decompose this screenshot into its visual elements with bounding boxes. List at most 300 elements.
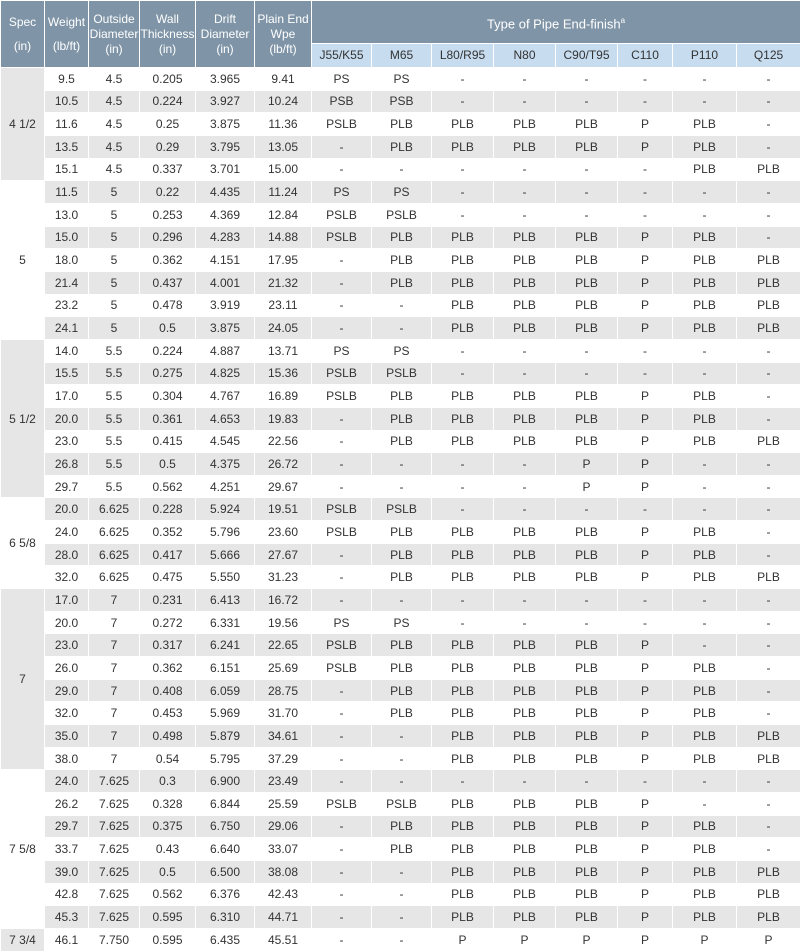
weight-cell: 11.6 — [45, 113, 89, 136]
grade-c90-t95-cell: PLB — [556, 702, 618, 725]
grade-c90-t95-cell: PLB — [556, 113, 618, 136]
grade-n80-cell: - — [494, 339, 556, 362]
grade-p110-cell: PLB — [673, 906, 737, 929]
outside-diameter-cell: 6.625 — [89, 498, 140, 521]
grade-n80-cell: PLB — [494, 815, 556, 838]
grade-p110-cell: PLB — [673, 430, 737, 453]
grade-n80-cell: PLB — [494, 657, 556, 680]
header-od-line2: Diameter — [90, 27, 139, 41]
grade-p110-cell: - — [673, 181, 737, 204]
wall-thickness-cell: 0.25 — [140, 113, 196, 136]
grade-j55-k55-cell: - — [312, 860, 372, 883]
grade-m65-cell: PLB — [372, 113, 432, 136]
grade-j55-k55-cell: - — [312, 158, 372, 181]
grade-l80-r95-cell: PLB — [432, 634, 494, 657]
grade-m65-cell: PLB — [372, 815, 432, 838]
weight-cell: 28.0 — [45, 543, 89, 566]
grade-j55-k55-cell: - — [312, 838, 372, 861]
drift-diameter-cell: 4.825 — [196, 362, 255, 385]
grade-m65-cell: - — [372, 294, 432, 317]
grade-c110-cell: P — [618, 634, 673, 657]
outside-diameter-cell: 7 — [89, 725, 140, 748]
grade-header-c90-t95: C90/T95 — [556, 44, 618, 68]
grade-l80-r95-cell: PLB — [432, 294, 494, 317]
plain-end-wpe-cell: 19.83 — [255, 407, 312, 430]
grade-c110-cell: - — [618, 770, 673, 793]
grade-n80-cell: PLB — [494, 747, 556, 770]
grade-c90-t95-cell: - — [556, 498, 618, 521]
grade-n80-cell: PLB — [494, 271, 556, 294]
plain-end-wpe-cell: 29.67 — [255, 475, 312, 498]
grade-p110-cell: - — [673, 498, 737, 521]
outside-diameter-cell: 5.5 — [89, 339, 140, 362]
header-plain-end-wpe — [255, 1, 312, 68]
grade-p110-cell: PLB — [673, 158, 737, 181]
grade-p110-cell: PLB — [673, 838, 737, 861]
outside-diameter-cell: 5 — [89, 294, 140, 317]
grade-c90-t95-cell: - — [556, 90, 618, 113]
weight-cell: 26.2 — [45, 793, 89, 816]
grade-n80-cell: PLB — [494, 249, 556, 272]
grade-l80-r95-cell: - — [432, 181, 494, 204]
outside-diameter-cell: 4.5 — [89, 68, 140, 91]
grade-l80-r95-cell: PLB — [432, 815, 494, 838]
grade-l80-r95-cell: - — [432, 339, 494, 362]
grade-l80-r95-cell: - — [432, 158, 494, 181]
plain-end-wpe-cell: 31.70 — [255, 702, 312, 725]
grade-p110-cell: - — [673, 203, 737, 226]
wall-thickness-cell: 0.375 — [140, 815, 196, 838]
weight-cell: 20.0 — [45, 611, 89, 634]
grade-q125-cell: PLB — [737, 906, 800, 929]
grade-header-j55-k55: J55/K55 — [312, 44, 372, 68]
end-finish-title-text: Type of Pipe End-finish — [487, 16, 621, 31]
grade-q125-cell: PLB — [737, 883, 800, 906]
grade-l80-r95-cell: PLB — [432, 521, 494, 544]
grade-l80-r95-cell: PLB — [432, 407, 494, 430]
grade-n80-cell: - — [494, 90, 556, 113]
drift-diameter-cell: 4.151 — [196, 249, 255, 272]
grade-j55-k55-cell: - — [312, 906, 372, 929]
grade-q125-cell: - — [737, 498, 800, 521]
outside-diameter-cell: 7.625 — [89, 815, 140, 838]
grade-q125-cell: - — [737, 679, 800, 702]
grade-c90-t95-cell: PLB — [556, 521, 618, 544]
grade-j55-k55-cell: PSLB — [312, 657, 372, 680]
grade-n80-cell: - — [494, 453, 556, 476]
drift-diameter-cell: 4.887 — [196, 339, 255, 362]
plain-end-wpe-cell: 17.95 — [255, 249, 312, 272]
grade-q125-cell: - — [737, 135, 800, 158]
plain-end-wpe-cell: 23.60 — [255, 521, 312, 544]
grade-c90-t95-cell: - — [556, 611, 618, 634]
table-row — [1, 543, 800, 566]
header-wpe-line2: Wpe — [271, 27, 296, 41]
grade-c110-cell: P — [618, 430, 673, 453]
header-drift-diameter — [196, 1, 255, 68]
grade-c90-t95-cell: PLB — [556, 725, 618, 748]
table-header — [1, 1, 800, 68]
grade-n80-cell: PLB — [494, 906, 556, 929]
wall-thickness-cell: 0.22 — [140, 181, 196, 204]
grade-n80-cell: PLB — [494, 793, 556, 816]
grade-q125-cell: PLB — [737, 158, 800, 181]
grade-l80-r95-cell: PLB — [432, 838, 494, 861]
wall-thickness-cell: 0.415 — [140, 430, 196, 453]
grade-l80-r95-cell: - — [432, 589, 494, 612]
grade-c90-t95-cell: PLB — [556, 747, 618, 770]
drift-diameter-cell: 5.796 — [196, 521, 255, 544]
drift-diameter-cell: 4.435 — [196, 181, 255, 204]
grade-m65-cell: PSLB — [372, 793, 432, 816]
outside-diameter-cell: 6.625 — [89, 543, 140, 566]
drift-diameter-cell: 4.283 — [196, 226, 255, 249]
outside-diameter-cell: 4.5 — [89, 135, 140, 158]
outside-diameter-cell: 7.625 — [89, 838, 140, 861]
wall-thickness-cell: 0.337 — [140, 158, 196, 181]
grade-n80-cell: PLB — [494, 679, 556, 702]
grade-q125-cell: PLB — [737, 317, 800, 340]
outside-diameter-cell: 7 — [89, 657, 140, 680]
grade-q125-cell: - — [737, 657, 800, 680]
grade-m65-cell: PLB — [372, 657, 432, 680]
wall-thickness-cell: 0.437 — [140, 271, 196, 294]
grade-q125-cell: PLB — [737, 271, 800, 294]
grade-n80-cell: - — [494, 770, 556, 793]
weight-cell: 24.0 — [45, 521, 89, 544]
grade-n80-cell: PLB — [494, 113, 556, 136]
grade-q125-cell: PLB — [737, 430, 800, 453]
grade-q125-cell: - — [737, 770, 800, 793]
grade-n80-cell: PLB — [494, 860, 556, 883]
grade-l80-r95-cell: PLB — [432, 385, 494, 408]
grade-c90-t95-cell: PLB — [556, 226, 618, 249]
grade-q125-cell: - — [737, 611, 800, 634]
grade-j55-k55-cell: - — [312, 928, 372, 951]
grade-c110-cell: - — [618, 498, 673, 521]
grade-c110-cell: P — [618, 838, 673, 861]
grade-c90-t95-cell: - — [556, 362, 618, 385]
grade-c110-cell: P — [618, 475, 673, 498]
grade-c110-cell: P — [618, 271, 673, 294]
outside-diameter-cell: 7 — [89, 611, 140, 634]
grade-p110-cell: - — [673, 770, 737, 793]
spec-cell: 6 5/8 — [1, 498, 45, 589]
plain-end-wpe-cell: 11.24 — [255, 181, 312, 204]
grade-q125-cell: - — [737, 68, 800, 91]
header-drift-line2: Diameter — [201, 27, 250, 41]
header-weight-unit: (lb/ft) — [45, 39, 88, 54]
grade-c110-cell: P — [618, 906, 673, 929]
grade-l80-r95-cell: PLB — [432, 317, 494, 340]
table-row — [1, 430, 800, 453]
end-finish-footnote-mark: a — [621, 16, 625, 25]
grade-l80-r95-cell: - — [432, 68, 494, 91]
grade-l80-r95-cell: PLB — [432, 566, 494, 589]
grade-c110-cell: P — [618, 521, 673, 544]
wall-thickness-cell: 0.595 — [140, 906, 196, 929]
outside-diameter-cell: 7 — [89, 634, 140, 657]
grade-p110-cell: PLB — [673, 883, 737, 906]
weight-cell: 24.0 — [45, 770, 89, 793]
wall-thickness-cell: 0.328 — [140, 793, 196, 816]
grade-j55-k55-cell: - — [312, 679, 372, 702]
outside-diameter-cell: 6.625 — [89, 566, 140, 589]
grade-q125-cell: - — [737, 815, 800, 838]
grade-q125-cell: - — [737, 226, 800, 249]
wall-thickness-cell: 0.29 — [140, 135, 196, 158]
weight-cell: 29.0 — [45, 679, 89, 702]
grade-c90-t95-cell: PLB — [556, 566, 618, 589]
outside-diameter-cell: 4.5 — [89, 113, 140, 136]
grade-p110-cell: PLB — [673, 317, 737, 340]
grade-j55-k55-cell: - — [312, 453, 372, 476]
grade-j55-k55-cell: - — [312, 317, 372, 340]
plain-end-wpe-cell: 25.59 — [255, 793, 312, 816]
plain-end-wpe-cell: 10.24 — [255, 90, 312, 113]
grade-c110-cell: - — [618, 589, 673, 612]
grade-c90-t95-cell: PLB — [556, 294, 618, 317]
grade-j55-k55-cell: - — [312, 135, 372, 158]
grade-n80-cell: PLB — [494, 407, 556, 430]
grade-n80-cell: - — [494, 589, 556, 612]
drift-diameter-cell: 6.241 — [196, 634, 255, 657]
grade-n80-cell: PLB — [494, 566, 556, 589]
grade-c90-t95-cell: PLB — [556, 793, 618, 816]
weight-cell: 26.8 — [45, 453, 89, 476]
grade-m65-cell: - — [372, 725, 432, 748]
grade-q125-cell: PLB — [737, 747, 800, 770]
outside-diameter-cell: 7.625 — [89, 860, 140, 883]
grade-m65-cell: PLB — [372, 430, 432, 453]
grade-j55-k55-cell: - — [312, 815, 372, 838]
drift-diameter-cell: 6.310 — [196, 906, 255, 929]
outside-diameter-cell: 5.5 — [89, 385, 140, 408]
grade-j55-k55-cell: PSLB — [312, 634, 372, 657]
plain-end-wpe-cell: 24.05 — [255, 317, 312, 340]
outside-diameter-cell: 5.5 — [89, 475, 140, 498]
header-end-finish-title — [312, 1, 800, 44]
wall-thickness-cell: 0.361 — [140, 407, 196, 430]
grade-c110-cell: P — [618, 113, 673, 136]
grade-j55-k55-cell: PSLB — [312, 113, 372, 136]
grade-n80-cell: PLB — [494, 294, 556, 317]
table-row — [1, 883, 800, 906]
spec-cell: 7 — [1, 589, 45, 770]
grade-p110-cell: PLB — [673, 294, 737, 317]
grade-j55-k55-cell: PSLB — [312, 385, 372, 408]
wall-thickness-cell: 0.3 — [140, 770, 196, 793]
grade-m65-cell: PLB — [372, 135, 432, 158]
table-row — [1, 928, 800, 951]
drift-diameter-cell: 4.767 — [196, 385, 255, 408]
grade-m65-cell: PLB — [372, 679, 432, 702]
grade-l80-r95-cell: - — [432, 498, 494, 521]
table-row — [1, 407, 800, 430]
grade-p110-cell: - — [673, 339, 737, 362]
header-weight-label: Weight — [48, 15, 85, 29]
plain-end-wpe-cell: 13.05 — [255, 135, 312, 158]
table-row — [1, 521, 800, 544]
plain-end-wpe-cell: 22.56 — [255, 430, 312, 453]
grade-c110-cell: P — [618, 226, 673, 249]
wall-thickness-cell: 0.408 — [140, 679, 196, 702]
grade-header-c110: C110 — [618, 44, 673, 68]
grade-c110-cell: P — [618, 317, 673, 340]
grade-p110-cell: PLB — [673, 113, 737, 136]
grade-n80-cell: PLB — [494, 226, 556, 249]
grade-n80-cell: - — [494, 611, 556, 634]
grade-q125-cell: - — [737, 407, 800, 430]
outside-diameter-cell: 6.625 — [89, 521, 140, 544]
grade-l80-r95-cell: PLB — [432, 135, 494, 158]
grade-l80-r95-cell: - — [432, 770, 494, 793]
drift-diameter-cell: 3.919 — [196, 294, 255, 317]
grade-m65-cell: - — [372, 747, 432, 770]
weight-cell: 33.7 — [45, 838, 89, 861]
grade-c110-cell: - — [618, 611, 673, 634]
grade-c90-t95-cell: PLB — [556, 317, 618, 340]
grade-m65-cell: PSLB — [372, 362, 432, 385]
grade-c110-cell: P — [618, 815, 673, 838]
grade-l80-r95-cell: PLB — [432, 226, 494, 249]
table-row — [1, 657, 800, 680]
drift-diameter-cell: 6.376 — [196, 883, 255, 906]
grade-c110-cell: - — [618, 68, 673, 91]
grade-p110-cell: PLB — [673, 543, 737, 566]
grade-p110-cell: PLB — [673, 657, 737, 680]
grade-j55-k55-cell: - — [312, 883, 372, 906]
outside-diameter-cell: 7 — [89, 679, 140, 702]
wall-thickness-cell: 0.562 — [140, 475, 196, 498]
grade-c90-t95-cell: P — [556, 928, 618, 951]
header-outside-diameter — [89, 1, 140, 68]
grade-p110-cell: - — [673, 475, 737, 498]
grade-c90-t95-cell: - — [556, 203, 618, 226]
grade-c110-cell: - — [618, 90, 673, 113]
table-row — [1, 135, 800, 158]
plain-end-wpe-cell: 15.00 — [255, 158, 312, 181]
grade-l80-r95-cell: - — [432, 611, 494, 634]
weight-cell: 10.5 — [45, 90, 89, 113]
grade-n80-cell: P — [494, 928, 556, 951]
grade-j55-k55-cell: PS — [312, 339, 372, 362]
weight-cell: 32.0 — [45, 566, 89, 589]
wall-thickness-cell: 0.228 — [140, 498, 196, 521]
drift-diameter-cell: 3.875 — [196, 113, 255, 136]
table-row — [1, 679, 800, 702]
grade-p110-cell: PLB — [673, 271, 737, 294]
grade-p110-cell: PLB — [673, 407, 737, 430]
grade-m65-cell: - — [372, 317, 432, 340]
weight-cell: 46.1 — [45, 928, 89, 951]
grade-p110-cell: PLB — [673, 566, 737, 589]
grade-j55-k55-cell: - — [312, 430, 372, 453]
drift-diameter-cell: 6.844 — [196, 793, 255, 816]
table-row — [1, 906, 800, 929]
drift-diameter-cell: 5.879 — [196, 725, 255, 748]
outside-diameter-cell: 7 — [89, 589, 140, 612]
grade-l80-r95-cell: PLB — [432, 657, 494, 680]
grade-c90-t95-cell: PLB — [556, 385, 618, 408]
table-row — [1, 815, 800, 838]
drift-diameter-cell: 6.059 — [196, 679, 255, 702]
outside-diameter-cell: 7.750 — [89, 928, 140, 951]
grade-c90-t95-cell: PLB — [556, 430, 618, 453]
drift-diameter-cell: 5.666 — [196, 543, 255, 566]
grade-l80-r95-cell: PLB — [432, 430, 494, 453]
grade-c110-cell: P — [618, 453, 673, 476]
grade-q125-cell: - — [737, 339, 800, 362]
grade-m65-cell: PS — [372, 68, 432, 91]
weight-cell: 23.0 — [45, 634, 89, 657]
grade-l80-r95-cell: PLB — [432, 113, 494, 136]
plain-end-wpe-cell: 23.49 — [255, 770, 312, 793]
grade-q125-cell: P — [737, 928, 800, 951]
grade-p110-cell: - — [673, 90, 737, 113]
drift-diameter-cell: 4.001 — [196, 271, 255, 294]
grade-c110-cell: P — [618, 725, 673, 748]
header-drift-line1: Drift — [214, 12, 236, 26]
plain-end-wpe-cell: 21.32 — [255, 271, 312, 294]
spec-cell: 5 1/2 — [1, 339, 45, 498]
plain-end-wpe-cell: 26.72 — [255, 453, 312, 476]
grade-c90-t95-cell: PLB — [556, 634, 618, 657]
grade-c110-cell: P — [618, 135, 673, 158]
grade-n80-cell: - — [494, 362, 556, 385]
weight-cell: 11.5 — [45, 181, 89, 204]
header-od-unit: (in) — [105, 42, 122, 56]
grade-q125-cell: - — [737, 203, 800, 226]
grade-n80-cell: PLB — [494, 135, 556, 158]
outside-diameter-cell: 4.5 — [89, 90, 140, 113]
grade-q125-cell: - — [737, 793, 800, 816]
grade-q125-cell: PLB — [737, 860, 800, 883]
grade-header-p110: P110 — [673, 44, 737, 68]
outside-diameter-cell: 7.625 — [89, 793, 140, 816]
table-row — [1, 362, 800, 385]
grade-c110-cell: P — [618, 385, 673, 408]
wall-thickness-cell: 0.304 — [140, 385, 196, 408]
grade-p110-cell: PLB — [673, 385, 737, 408]
header-wall-line1: Wall — [156, 12, 179, 26]
wall-thickness-cell: 0.453 — [140, 702, 196, 725]
grade-l80-r95-cell: PLB — [432, 249, 494, 272]
drift-diameter-cell: 3.927 — [196, 90, 255, 113]
drift-diameter-cell: 6.413 — [196, 589, 255, 612]
outside-diameter-cell: 5 — [89, 203, 140, 226]
table-row — [1, 725, 800, 748]
grade-c90-t95-cell: PLB — [556, 815, 618, 838]
grade-c110-cell: P — [618, 679, 673, 702]
grade-m65-cell: PLB — [372, 226, 432, 249]
plain-end-wpe-cell: 14.88 — [255, 226, 312, 249]
plain-end-wpe-cell: 13.71 — [255, 339, 312, 362]
grade-c90-t95-cell: PLB — [556, 838, 618, 861]
grade-p110-cell: PLB — [673, 747, 737, 770]
table-row — [1, 475, 800, 498]
table-row — [1, 158, 800, 181]
grade-p110-cell: - — [673, 611, 737, 634]
drift-diameter-cell: 4.251 — [196, 475, 255, 498]
grade-c110-cell: - — [618, 339, 673, 362]
weight-cell: 13.5 — [45, 135, 89, 158]
drift-diameter-cell: 6.750 — [196, 815, 255, 838]
drift-diameter-cell: 5.924 — [196, 498, 255, 521]
drift-diameter-cell: 3.875 — [196, 317, 255, 340]
wall-thickness-cell: 0.317 — [140, 634, 196, 657]
grade-j55-k55-cell: PSB — [312, 90, 372, 113]
